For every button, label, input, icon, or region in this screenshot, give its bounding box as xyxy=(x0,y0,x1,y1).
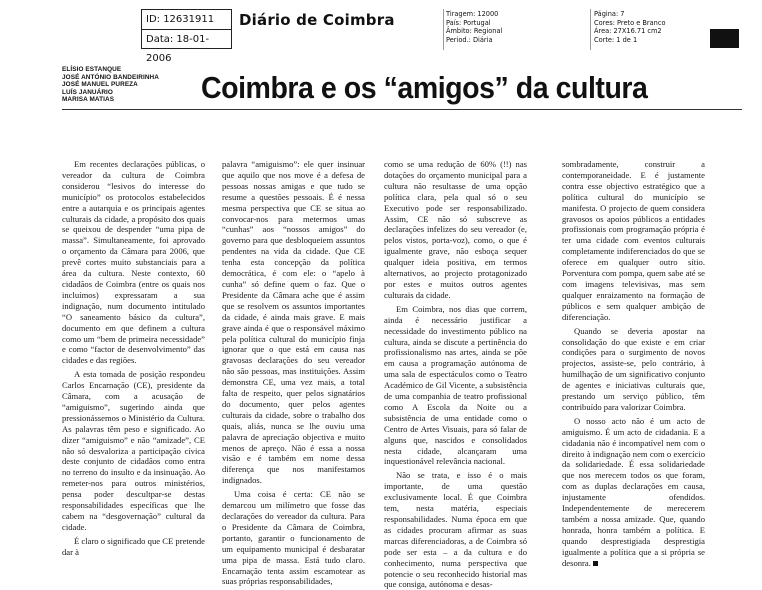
header-divider xyxy=(443,9,444,50)
header-divider xyxy=(590,9,591,50)
paragraph: como se uma redução de 60% (!!) nas dotações do orçamento municipal para a cultura não resultasse de uma opção política clara, pela qual só o seu Executivo pode ser responsabilizado. Assim, CE não só subscreve as declarações infelizes do seu vereador (e, pelos vistos, porta-voz), como, o que é igualmente grave, não esboça sequer qualquer ideia positiva, em termos alternativos, ao projecto protagonizado por estes e muitos outros agentes culturais da cidade. xyxy=(384,159,527,300)
end-of-article-mark xyxy=(593,561,598,566)
author: LUÍS JANUÁRIO xyxy=(62,88,114,96)
meta-left xyxy=(446,10,502,44)
paragraph: É claro o significado que CE pretende dar à xyxy=(62,535,205,557)
paragraph: Uma coisa é certa: CE não se demarcou um milímetro que fosse das declarações do vereador da cultura. Para o Presidente da Câmara de Coimbra, portanto, garantir o funcionamento de um equipamento municipal é desbaratar uma pipa de massa. Está tudo claro. Encarnação tenta assim escamotear as suas próprias responsabilidades, xyxy=(222,489,365,587)
author: MARISA MATIAS xyxy=(62,96,115,104)
paragraph: palavra “amiguismo”: ele quer insinuar que aquilo que nos move é a defesa de pessoas nossas amigas e que tudo se resume a questões pessoais. É é nessa mesma perspectiva que CE se situa ao convocar-nos para metermos umas “cunhas” aos “nossos amigos” do governo para que desbloqueiem assuntos pendentes na vida da cidade. Que CE tenha esta concepção da política democrática, é com ele: o “apelo à cunha” só define quem o faz. Que o Presidente da Câmara ache que é assim que se resolvem os assuntos importantes da cidade, é ainda mais grave. E mais grave ainda é que o responsável máximo pela política cultural do município finja ignorar que o que está em causa nas gravosas declarações do seu vereador não são pessoas, mas instituições. Assim demonstra CE, uma vez mais, a total falta de respeito, quer pelos signatários do documento, quer pelos agentes culturais da cidade, sobre o trabalho dos quais, aliás, nunca se lhe ouviu uma palavra de apreciação objectiva e muito menos de apreço. Não é essa a nossa visão e é também em nome dessa diferença que nos manifestamos indignados. xyxy=(222,159,365,486)
clipping-id-box xyxy=(141,9,232,64)
meta-area: Área: 27X16.71 cm2 xyxy=(594,27,662,36)
meta-page: Página: 7 xyxy=(594,10,625,18)
article-column-3 xyxy=(384,159,527,590)
meta-country: País: Portugal xyxy=(446,18,491,27)
meta-circulation: Tiragem: 12000 xyxy=(446,10,499,18)
clipping-header xyxy=(0,0,762,64)
meta-right xyxy=(594,10,665,44)
article-column-4 xyxy=(562,159,705,568)
meta-colors: Cores: Preto e Branco xyxy=(594,18,666,27)
publication-name: Diário de Coimbra xyxy=(239,11,395,29)
paragraph: Quando se deveria apostar na consolidação do que existe e em criar condições para o surgimento de novos projectos, assiste-se, pelo contrário, à humilhação de um significativo conjunto de agentes e iniciativas culturais que, prestando um serviço público, têm contribuído para valorizar Coimbra. xyxy=(562,325,705,412)
paragraph: A esta tomada de posição respondeu Carlos Encarnação (CE), presidente da Câmara, com a acusação de “amiguismo”, sugerindo ainda que pressionássemos o Ministério da Cultura. As palavras têm peso e significado. Ao dizer “amiguismo” e não “amizade”, CE não só desvaloriza a participação cívica deste conjunto de cidadãos como entra no terreno do insulto e da insinuação. Ao remeter-nos para outros ministérios, pensa poder descultpar-se destas responsabilidades específicas que lhe cabem na “desgovernação” cultural da cidade. xyxy=(62,369,205,532)
meta-periodicity: Period.: Diária xyxy=(446,35,493,44)
paragraph: O nosso acto não é um acto de amiguismo. É um acto de cidadania. E a cidadania não é incompatível nem com o direito à indignação nem com o exercício da solidariedade. É essa solidariedade que nos merecem todos os que foram, com as duplas declarações em causa, injustamente ofendidos. Independentemente de merecerem também a nossa amizade. Que, quando honrada, honra também a política. E quando desprestigiada desprestigia igualmente a política que a si própria se desonra. xyxy=(562,415,705,568)
author-list xyxy=(62,66,159,104)
meta-cut: Corte: 1 de 1 xyxy=(594,35,638,44)
author: JOSÉ ANTÓNIO BANDEIRINHA xyxy=(62,73,159,81)
meta-scope: Âmbito: Regional xyxy=(446,27,503,36)
paragraph: Em recentes declarações públicas, o vereador da cultura de Coimbra considerou “lesivos do interesse do município” os protocolos estabelecidos entre a autarquia e os principais agentes culturais da cidade, a propósito dos quais se queixou de despender “uma pipa de massa”. Simultaneamente, foi aprovado o orçamento da Câmara para 2006, que prevê cortes muito substanciais para a área da cultura. Neste contexto, 60 cidadãos de Coimbra (entre os quais nos incluímos) expressaram a sua indignação, num documento intitulado “O saneamento básico da cultura”, documento em que definem a cultura como um “bem de primeira necessidade” e como “factor de desenvolvimento” das cidades e das regiões. xyxy=(62,159,205,366)
author: JOSÉ MANUEL PUREZA xyxy=(62,81,138,89)
article-headline: Coimbra e os “amigos” da cultura xyxy=(201,70,648,105)
clipping-id: ID: 12631911 xyxy=(146,14,215,25)
author: ELÍSIO ESTANQUE xyxy=(62,66,122,73)
paragraph: Em Coimbra, nos dias que correm, ainda é necessário justificar a necessidade do investimento público na cultura, ainda se discute a pertinência do profissionalismo nas artes, ainda se põe em causa a programação autónoma de uma sala de espectáculos como o Teatro Académico de Gil Vicente, a subsistência de uma companhia de teatro profissional como A Escola da Noite ou a subsistência de uma entidade como o Centro de Artes Visuais, para só falar de alguns que, nascidos e consolidados nesta cidade, alcançaram uma inquestionável relevância nacional. xyxy=(384,303,527,467)
paragraph: Não se trata, e isso é o mais importante, de uma questão exclusivamente local. É que Coimbra tem, nesta matéria, especiais responsabilidades. Numa época em que as cidades procuram afirmar as suas marcas diferenciadoras, a de Coimbra só pode ser esta – a da cultura e do conhecimento, numa perspectiva que potencie o seu reconhecido historial mas que consiga, autónoma e desas- xyxy=(384,470,527,590)
black-marker xyxy=(710,29,739,48)
paragraph-last xyxy=(562,416,705,569)
article-column-2 xyxy=(222,159,365,587)
headline-rule xyxy=(62,109,742,110)
article-column-1 xyxy=(62,159,205,557)
clipping-date: Data: 18-01-2006 xyxy=(142,29,231,49)
paragraph: sombradamente, construir a contemporaneidade. E é justamente contra esse objectivo estratégico que a política cultural do município se manifesta. O projecto de quem considera gravosos os apoios públicos a entidades profissionais com programação própria é ter uma cidade com eventos culturais completamente indiferenciados do que se oferece em qualquer outro sítio. Porventura com pompa, quem sabe até se com imagens televisivas, mas sem qualquer enraizamento na formação de públicos e sem qualquer ambição de diferenciação. xyxy=(562,159,705,322)
